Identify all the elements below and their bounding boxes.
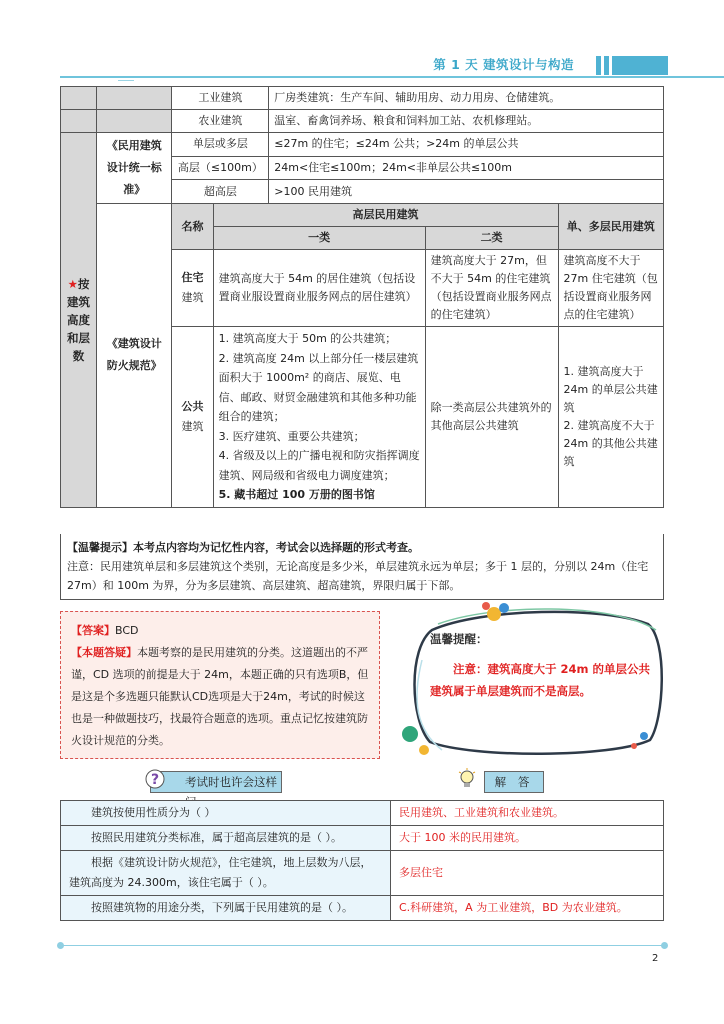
category-height-cell	[61, 133, 97, 508]
deco-dot-icon	[402, 726, 418, 742]
analysis-label: 【本题答疑】	[71, 646, 137, 659]
qa-answer: 民用建筑、工业建筑和农业建筑。	[391, 801, 664, 826]
residential-low: 建筑高度不大于 27m 住宅建筑（包括设置商业服务网点的住宅建筑）	[558, 250, 663, 327]
fire-header-name: 名称	[172, 204, 213, 250]
deco-dot-icon	[487, 607, 501, 621]
public-label-sub: 建筑	[181, 419, 204, 433]
qa-question: 按照建筑物的用途分类，下列属于民用建筑的是（ ）。	[61, 896, 391, 921]
qa-answer: C.科研建筑，A 为工业建筑，BD 为农业建筑。	[391, 896, 664, 921]
category-line: 数	[72, 348, 85, 363]
footer-rule	[60, 945, 664, 946]
std-row-label: 高层（≤100m）	[172, 156, 269, 180]
qa-question: 根据《建筑设计防火规范》，住宅建筑，地上层数为八层，建筑高度为 24.300m，该住宅属于（ ）。	[61, 851, 391, 896]
deco-dot-icon	[640, 732, 648, 740]
tip-bubble	[402, 600, 668, 760]
page-number: 2	[652, 953, 659, 964]
residential-label-bold: 住宅	[181, 271, 204, 284]
answer-box	[60, 611, 380, 759]
reminder-title: 【温馨提示】本考点内容均为记忆性内容，考试会以选择题的形式考查。	[67, 541, 419, 554]
deco-dot-icon	[631, 743, 637, 749]
public-class1-item: 5. 藏书超过 100 万册的图书馆	[218, 488, 375, 501]
std-row-label: 单层或多层	[172, 133, 269, 157]
lightbulb-icon	[457, 768, 477, 790]
qa-answer-header-text: 解 答	[494, 775, 534, 789]
std-row-label: 超高层	[172, 180, 269, 204]
reminder-body: 注意：民用建筑单层和多层建筑这个类别，无论高度是多少米，单层建筑永远为单层；多于 1 层的，分别以 24m（住宅 27m）和 100m 为界，分为多层建筑、高层建筑、超高建筑，界限归属于下部。	[67, 560, 649, 592]
qa-answer-header	[484, 771, 544, 793]
residential-class2: 建筑高度大于 27m，但不大于 54m 的住宅建筑（包括设置商业服务网点的住宅建筑）	[425, 250, 558, 327]
svg-text:?: ?	[150, 772, 160, 788]
qa-question: 按照民用建筑分类标准，属于超高层建筑的是（ ）。	[61, 826, 391, 851]
blank-cell	[96, 110, 172, 133]
header-title: 第 1 天 建筑设计与构造	[433, 57, 574, 72]
qa-table	[60, 800, 664, 921]
category-line: 和层	[66, 330, 90, 345]
fire-header-class2: 二类	[425, 227, 558, 250]
answer-value: BCD	[115, 624, 139, 637]
row-agricultural-label: 农业建筑	[172, 110, 269, 133]
qa-question-header-text: 考试时也许会这样	[185, 775, 277, 789]
fire-header-low: 单、多层民用建筑	[558, 204, 663, 250]
deco-dot-icon	[499, 603, 509, 613]
qa-row	[61, 851, 664, 896]
category-line: 高度	[66, 312, 90, 327]
public-class1-item: 4. 省级及以上的广播电视和防灾指挥调度建筑、网局级和省级电力调度建筑；	[218, 449, 420, 482]
question-icon	[145, 769, 165, 789]
answer-label: 【答案】	[71, 624, 115, 637]
reminder-note	[60, 534, 664, 600]
public-class1	[213, 327, 425, 508]
header-decoration-bars	[596, 56, 668, 75]
qa-answer: 大于 100 米的民用建筑。	[391, 826, 664, 851]
classification-table	[60, 86, 664, 508]
public-low-item: 2. 建筑高度不大于 24m 的其他公共建筑	[563, 418, 658, 468]
residential-label	[172, 250, 213, 327]
blank-cell	[61, 87, 97, 110]
residential-label-sub: 建筑	[181, 291, 204, 304]
tip-body: 注意：建筑高度大于 24m 的单层公共建筑属于单层建筑而不是高层。	[430, 662, 650, 698]
header-rule	[60, 76, 724, 78]
public-class1-item: 3. 医疗建筑、重要公共建筑；	[218, 429, 365, 443]
category-line: 按	[77, 276, 90, 291]
std-row-desc: 24m<住宅≤100m；24m<非单层公共≤100m	[269, 156, 664, 180]
qa-row	[61, 801, 664, 826]
qa-question: 建筑按使用性质分为（ ）	[61, 801, 391, 826]
public-low	[558, 327, 663, 508]
qa-answer: 多层住宅	[391, 851, 664, 896]
qa-row	[61, 826, 664, 851]
public-class1-item: 1. 建筑高度大于 50m 的公共建筑；	[218, 332, 397, 345]
header-deco-line	[118, 80, 134, 81]
std-row-desc: ≤27m 的住宅；≤24m 公共；>24m 的单层公共	[269, 133, 664, 157]
tip-title: 温馨提醒：	[430, 632, 488, 646]
row-agricultural-desc: 温室、畜禽饲养场、粮食和饲料加工站、农机修理站。	[269, 110, 664, 133]
residential-class1: 建筑高度大于 54m 的居住建筑（包括设置商业服设置商业服务网点的居住建筑）	[213, 250, 425, 327]
row-industrial-label: 工业建筑	[172, 87, 269, 110]
qa-question-header	[150, 771, 282, 793]
deco-dot-icon	[482, 602, 490, 610]
category-line: 建筑	[66, 294, 90, 309]
fire-header-class1: 一类	[213, 227, 425, 250]
star-icon: ★	[67, 276, 78, 291]
public-low-item: 1. 建筑高度大于 24m 的单层公共建筑	[563, 364, 658, 414]
qa-row	[61, 896, 664, 921]
blank-cell	[61, 110, 97, 133]
public-class2: 除一类高层公共建筑外的其他高层公共建筑	[425, 327, 558, 508]
blank-cell	[96, 87, 172, 110]
public-label	[172, 327, 213, 508]
deco-dot-icon	[419, 745, 429, 755]
analysis-text: 本题考察的是民用建筑的分类。这道题出的不严谨，CD 选项的前提是大于 24m，本题正确的只有选项B，但是这是个多选题只能默认CD选项是大于24m，考试的时候这也是一种做题技巧，找最符合题意的选项。重点记忆按建筑防火设计规范的分类。	[71, 646, 369, 747]
fire-header-high: 高层民用建筑	[213, 204, 558, 227]
public-label-bold: 公共	[181, 399, 204, 413]
standard-label: 《民用建筑设计统一标准》	[96, 133, 172, 204]
std-row-desc: >100 民用建筑	[269, 180, 664, 204]
row-industrial-desc: 厂房类建筑：生产车间、辅助用房、动力用房、仓储建筑。	[269, 87, 664, 110]
public-class1-item: 2. 建筑高度 24m 以上部分任一楼层建筑面积大于 1000m² 的商店、展览、电信、邮政、财贸金融建筑和其他多种功能组合的建筑；	[218, 351, 419, 423]
footer-dot	[661, 942, 668, 949]
fire-code-label: 《建筑设计防火规范》	[96, 204, 172, 508]
